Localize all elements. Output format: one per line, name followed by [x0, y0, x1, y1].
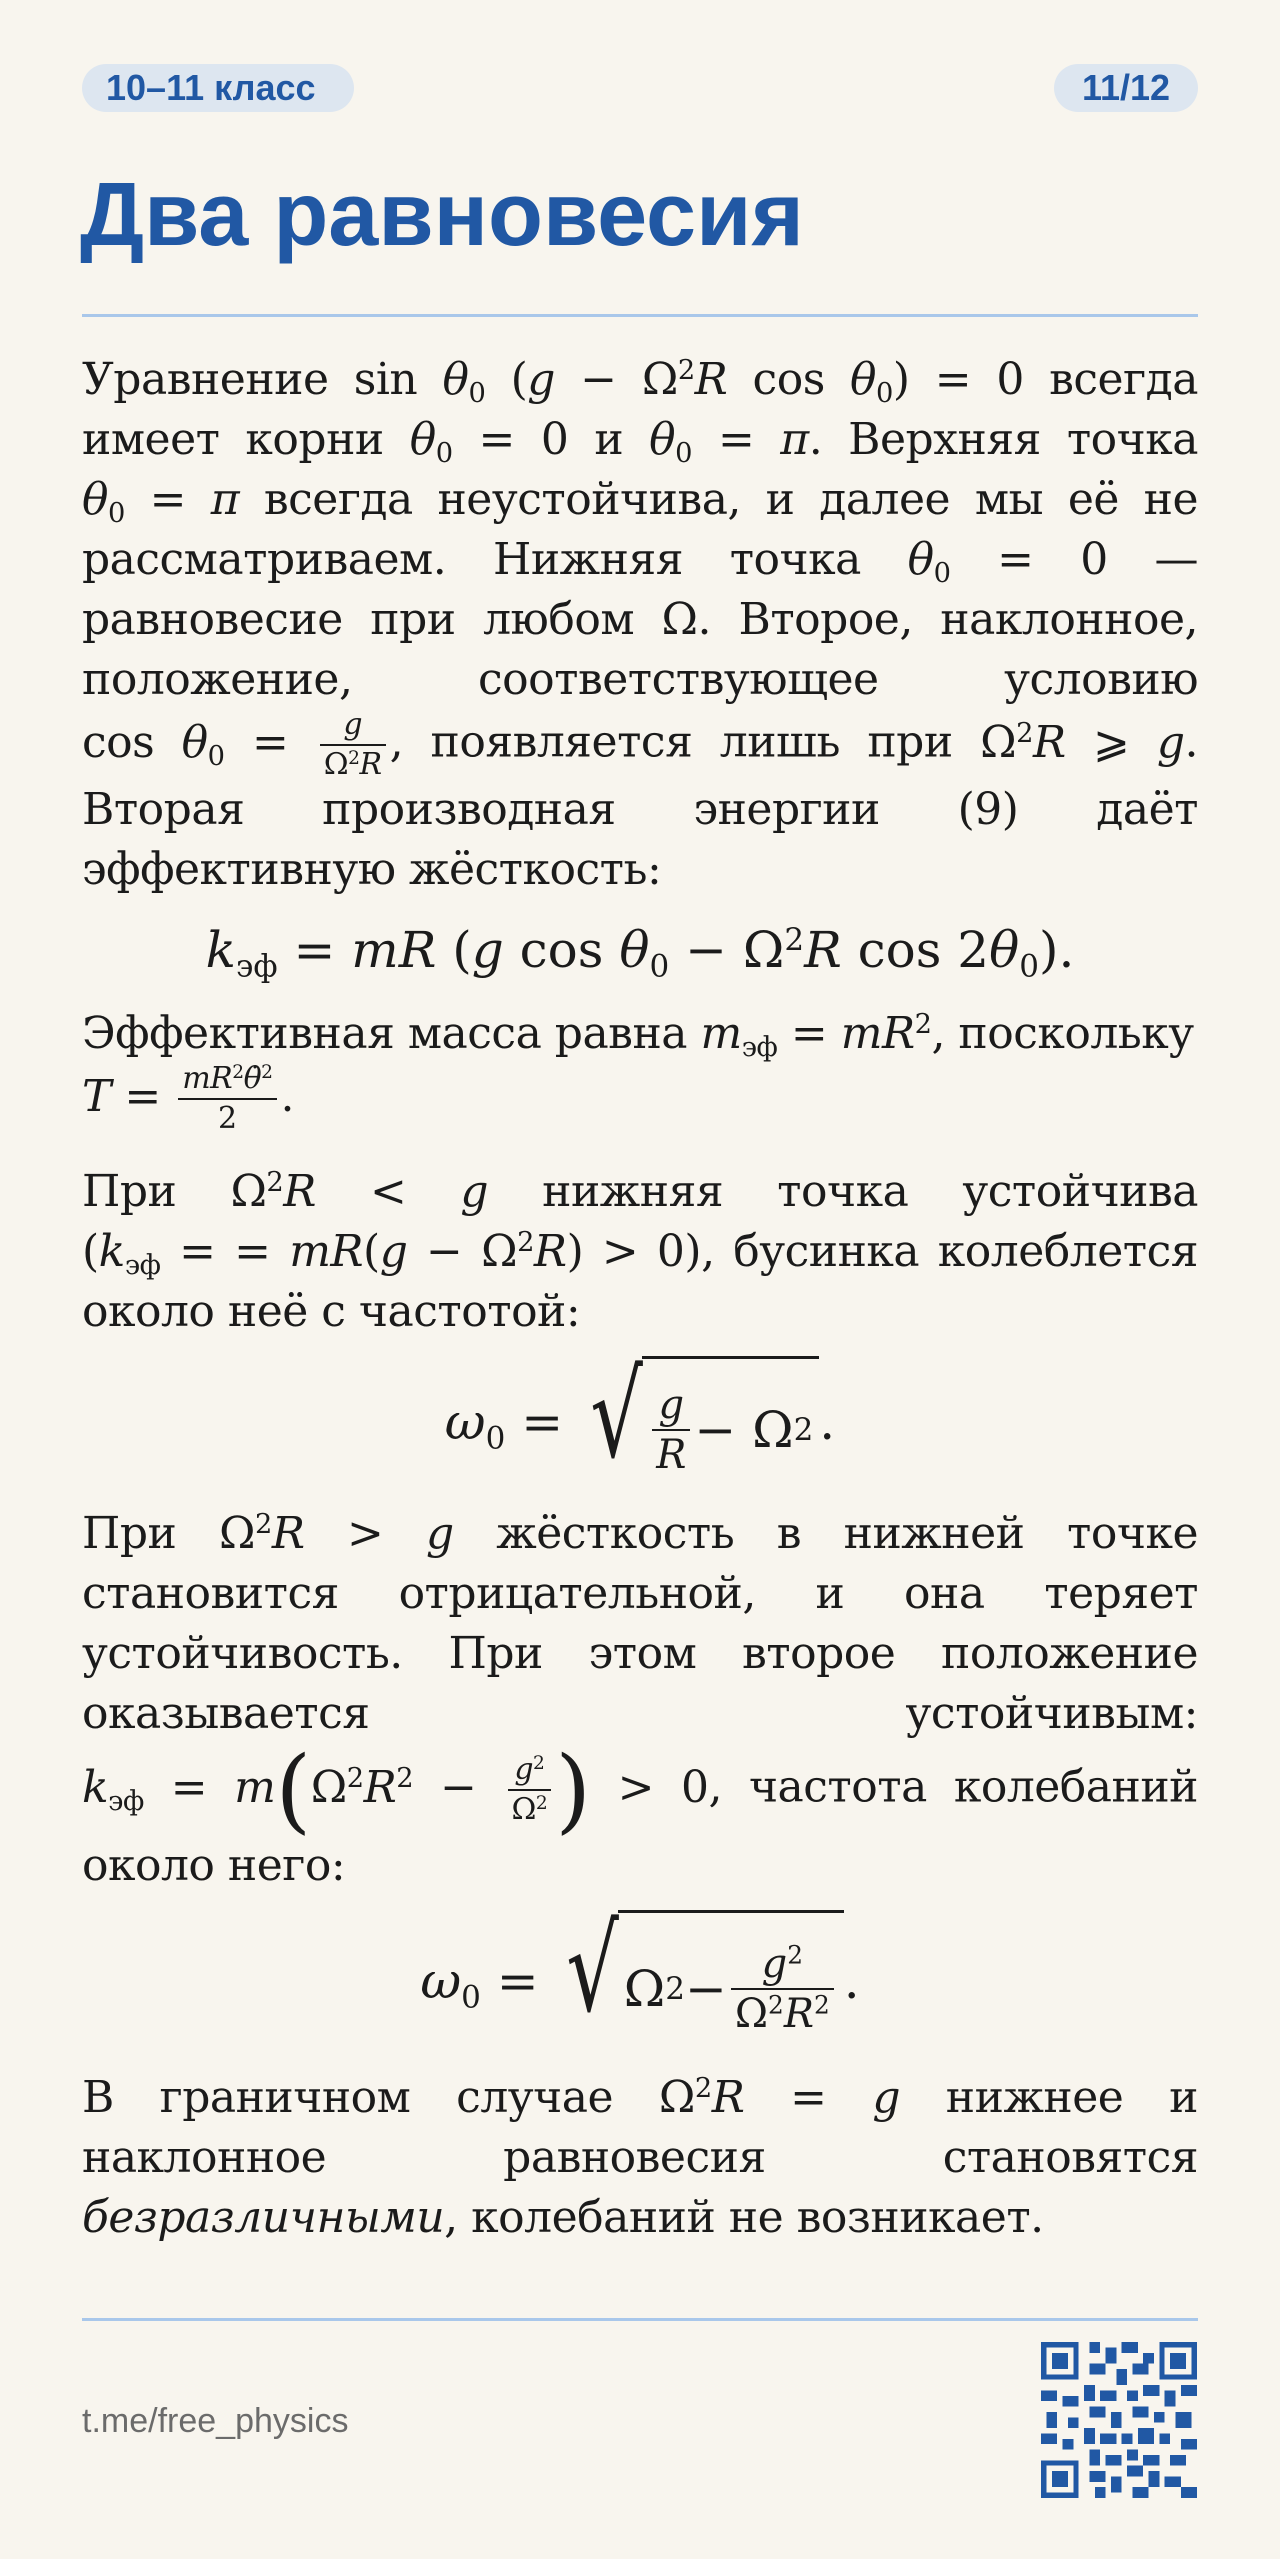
page-counter: 11/12	[1054, 64, 1198, 112]
paragraph-effective-mass: Эффективная масса равна $m_{эф} = mR^2$, поскольку T = $\frac{mR^2\thetȧ^2}{2}$ .	[82, 1008, 1194, 1136]
page-title: Два равновесия	[80, 165, 804, 265]
equation-effective-stiffness: $k_{эф}$ = mR (g $\cos \theta_0 - \Omega^2R$ $\cos 2\theta_0$).	[205, 921, 1075, 985]
paragraph-lower-stable: При $\Omega^2R < g$ нижняя точка устойчива ($k_{эф}$ = = $mR(g - \Omega^2R) > 0$), бусинка колеблется около неё с частотой:	[82, 1166, 1199, 1337]
bottom-divider	[82, 2318, 1198, 2321]
channel-link[interactable]: t.me/free_physics	[82, 2402, 349, 2440]
grade-badge: 10–11 класс	[82, 64, 354, 112]
equation-frequency-inclined: $\omega_0$ = √ Ω 2 − $\frac{g^2}{\Omega^2R^2}$ .	[82, 1910, 1198, 2050]
paragraph-boundary-case: В граничном случае $\Omega^2R = g$ нижнее и наклонное равновесия становятся безразличными, колебаний не возникает.	[82, 2072, 1198, 2243]
equation-inline: $\sin \theta_0$ ($g - \Omega^2R$ $\cos \theta_0) = 0$	[353, 354, 1024, 410]
emphasis-indifferent: безразличными	[82, 2192, 445, 2243]
article-body	[82, 350, 1198, 2248]
equation-frequency-lower: $\omega_0$ = √ $\frac{g}{R}$ − Ω 2 .	[82, 1356, 1198, 1486]
top-divider	[82, 314, 1198, 317]
qr-code-icon[interactable]	[1041, 2342, 1197, 2498]
paragraph-lower-unstable: При $\Omega^2R > g$ жёсткость в нижней точке становится отрицательной, и она теряет устойчивость. При этом второе положение оказывается устойчивым: $k_{эф} = m(\Omega^2R^2$ − $\frac{g^2}{\Omega^2}$ ) > 0, частота колебаний около него:	[82, 1508, 1199, 1891]
paragraph-equilibrium-roots: Уравнение $\sin \theta_0$ ($g - \Omega^2R$ $\cos \theta_0) = 0$ всегда имеет корни $\theta_0 = 0$ и $\theta_0 = \pi$. Верхняя точка $\theta_0 = \pi$ всегда неустойчива, и далее мы её не рассматриваем. Нижняя точка $\theta_0 = 0$ — равновесие при любом Ω. Второе, наклонное, положение, соответствующее условию $\cos \theta_0$ = $\frac{g}{\Omega^2R}$ , появляется лишь при $\Omega^2R$ ⩾ g. Вторая производная энергии (9) даёт эффективную жёсткость:	[82, 354, 1199, 895]
